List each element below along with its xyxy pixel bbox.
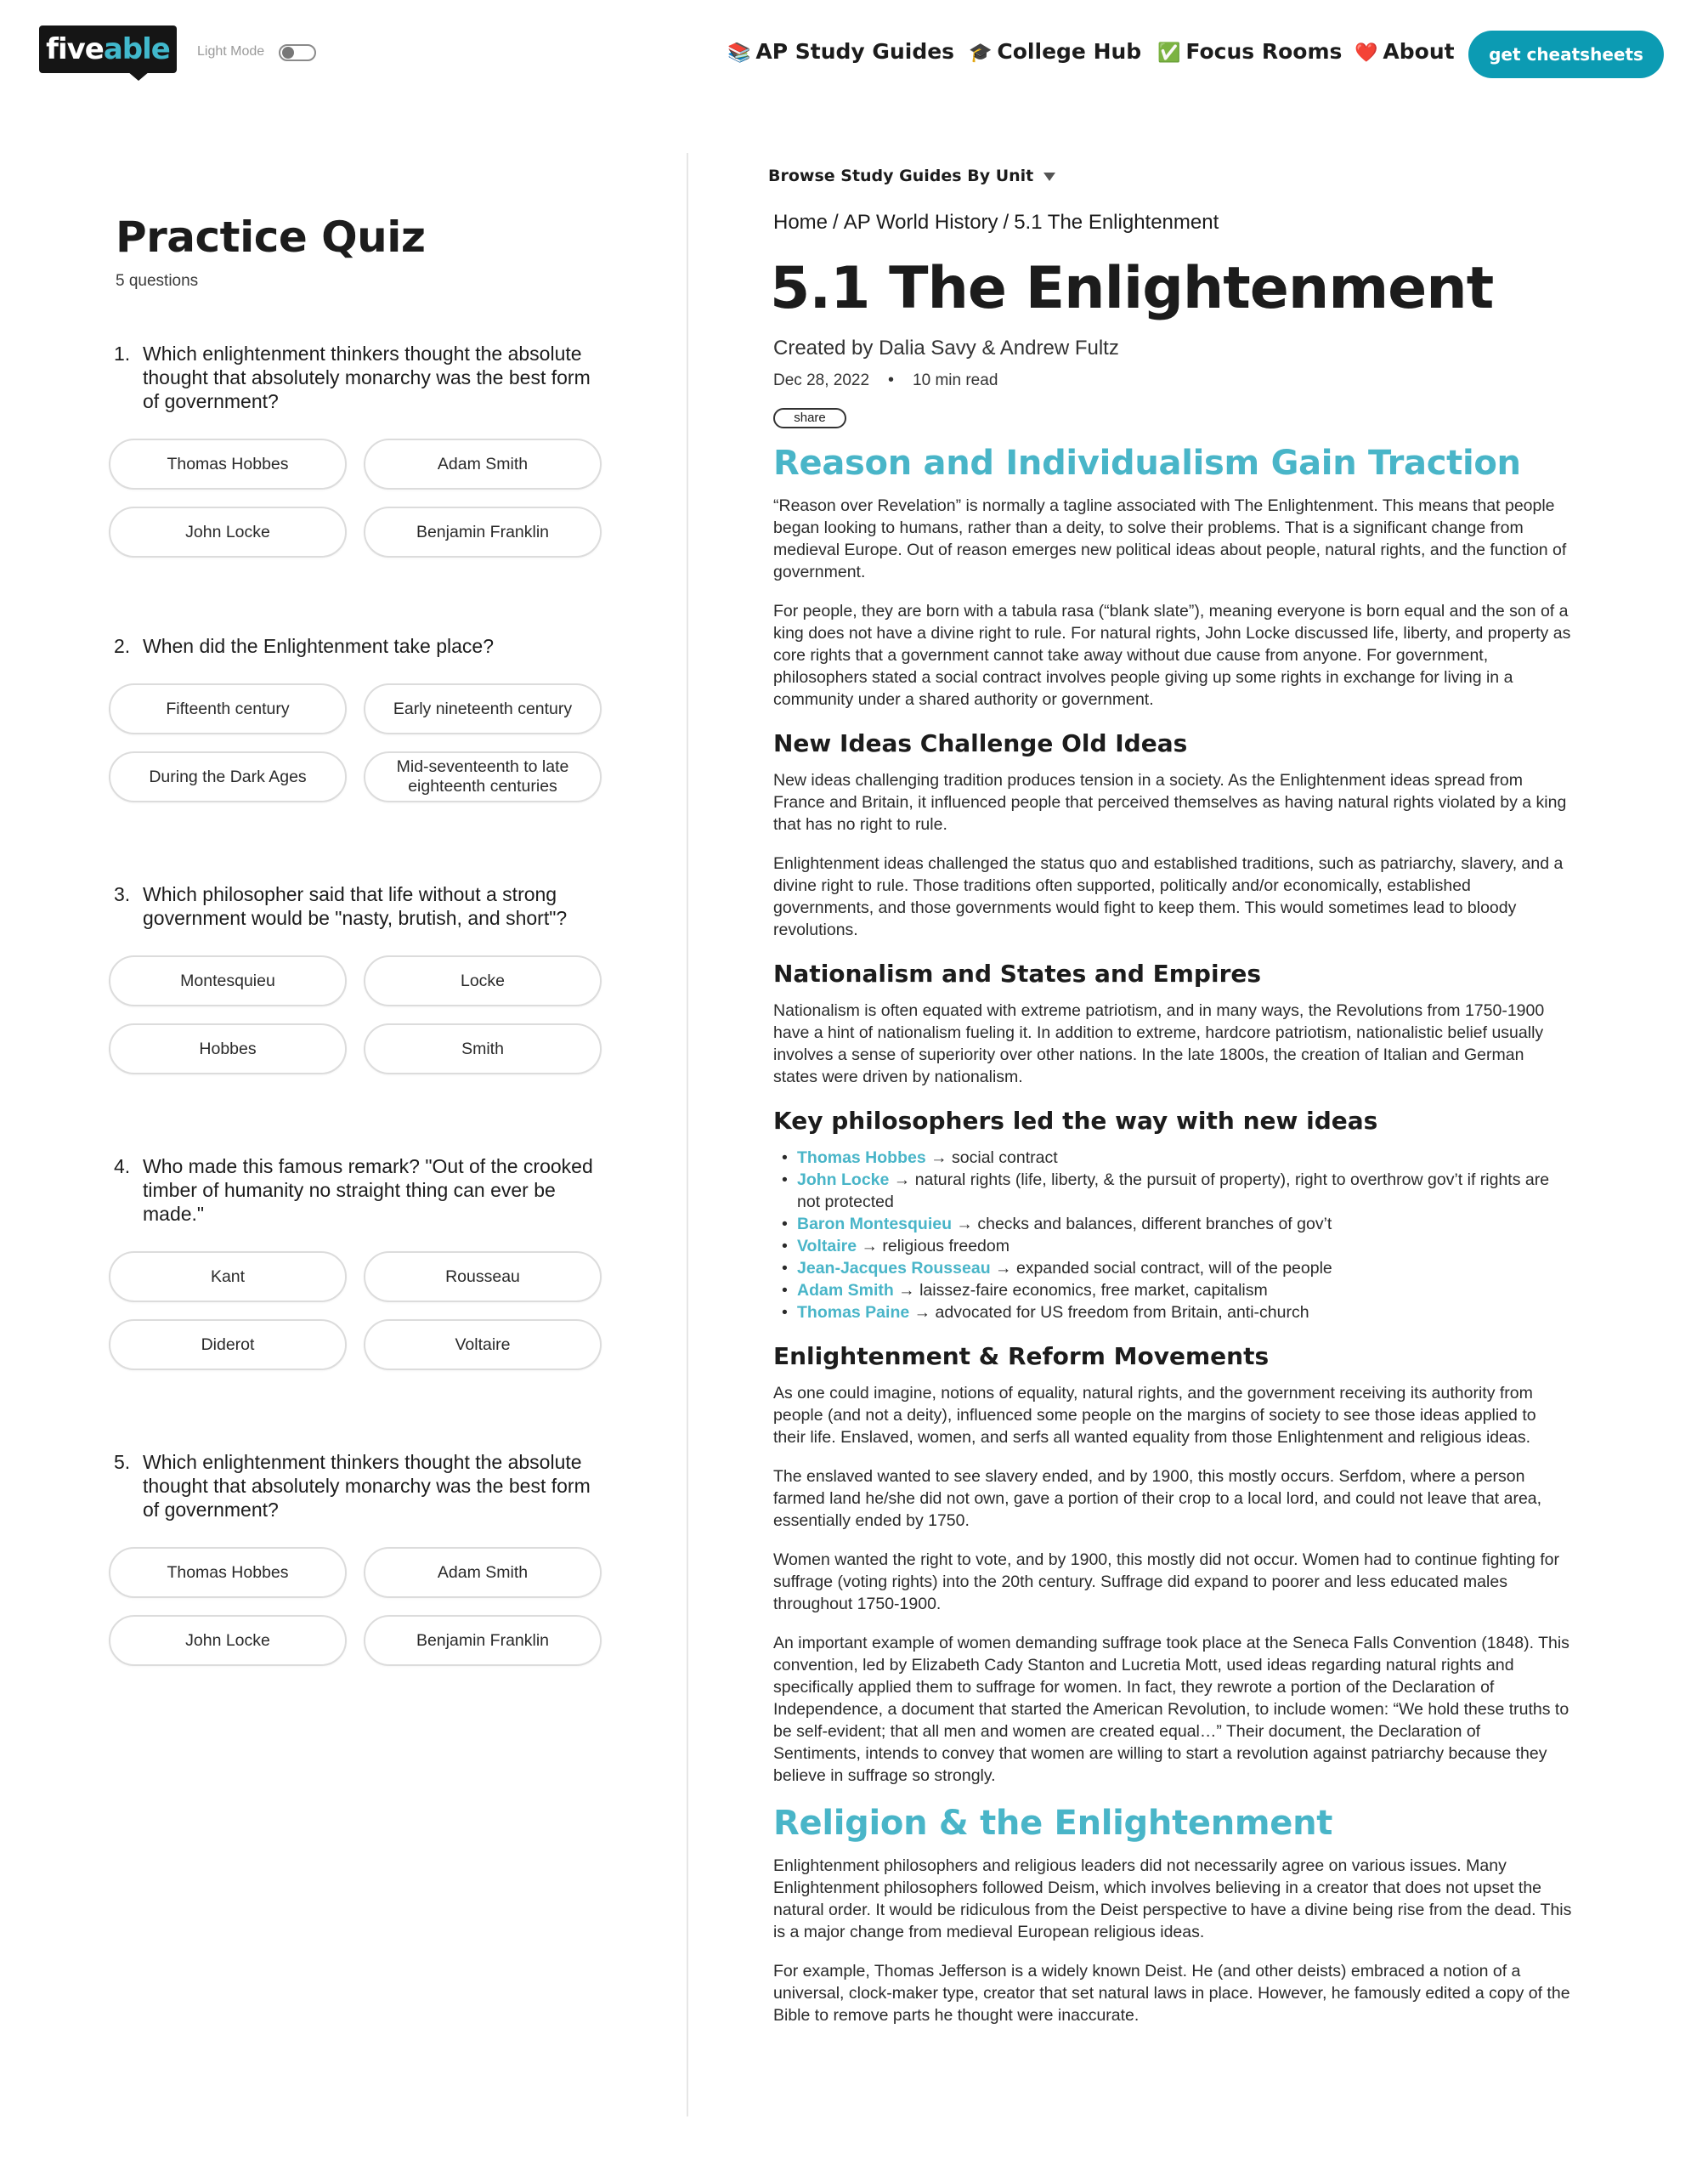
philosopher-idea: → checks and balances, different branches of gov’t <box>952 1215 1332 1233</box>
question-number: 1. <box>114 343 131 365</box>
philosopher-idea: → laissez-faire economics, free market, capitalism <box>893 1281 1268 1300</box>
breadcrumb-ap-world-history[interactable]: AP World History <box>843 211 998 234</box>
philosopher-name[interactable]: Jean-Jacques Rousseau <box>797 1259 991 1278</box>
paragraph: For example, Thomas Jefferson is a widely known Deist. He (and other deists) embraced a notion of a universal, clock-maker type, creator that set natural laws in place. However, he famously edited a copy of the Bible to remove parts he thought were inaccurate. <box>773 1962 1570 2025</box>
philosopher-idea: → expanded social contract, will of the people <box>990 1259 1332 1278</box>
subsection-heading: Key philosophers led the way with new ideas <box>773 1107 1378 1135</box>
answer-option[interactable]: Locke <box>364 955 602 1006</box>
philosopher-idea: → social contract <box>925 1148 1058 1167</box>
quiz-question-4 <box>109 1154 619 1370</box>
quiz-question-1 <box>109 342 619 558</box>
question-number: 4. <box>114 1155 131 1177</box>
paragraph: New ideas challenging tradition produces tension in a society. As the Enlightenment ideas spread from France and Britain, it influenced people that perceived themselves as having natural rights violated by a king that has no right to rule. <box>773 771 1567 834</box>
list-item <box>773 1301 1572 1323</box>
nav-label: About <box>1383 39 1455 64</box>
answer-option[interactable]: Mid-seventeenth to late eighteenth centuries <box>364 751 602 802</box>
breadcrumb-home[interactable]: Home <box>773 211 829 234</box>
answer-option[interactable]: John Locke <box>109 1615 347 1666</box>
paragraph: Women wanted the right to vote, and by 1900, this mostly did not occur. Women had to continue fighting for suffrage (voting rights) into the 20th century. Suffrage did expand to poorer and less educated males throughout 1750-1900. <box>773 1550 1559 1613</box>
answer-option[interactable]: During the Dark Ages <box>109 751 347 802</box>
list-item <box>773 1213 1572 1235</box>
paragraph: Nationalism is often equated with extreme patriotism, and in many ways, the Revolutions from 1750-1900 have a hint of nationalism fueling it. In addition to extreme, hardcore patriotism, nationalistic belief usually involves a sense of superiority over other nations. In the late 1800s, the creation of Italian and German states were driven by nationalism. <box>773 1001 1545 1086</box>
answer-option[interactable]: Kant <box>109 1251 347 1302</box>
article-body <box>773 444 1572 2043</box>
quiz-question-3 <box>109 882 619 1074</box>
question-text: When did the Enlightenment take place? <box>143 635 494 657</box>
philosopher-name[interactable]: Adam Smith <box>797 1281 894 1300</box>
read-time: 10 min read <box>913 371 998 389</box>
check-mark-icon: ✅ <box>1157 42 1181 64</box>
article-meta <box>773 371 998 390</box>
paragraph: Enlightenment ideas challenged the status quo and established traditions, such as patriarchy, slavery, and a divine right to rule. Those traditions often supported, politically and/or economically, established governments, and those governments would fight to keep them. This would sometimes lead to bloody revolutions. <box>773 854 1564 939</box>
answer-option[interactable]: Benjamin Franklin <box>364 1615 602 1666</box>
answer-option[interactable]: John Locke <box>109 507 347 558</box>
philosopher-name[interactable]: John Locke <box>797 1170 890 1189</box>
caret-down-icon <box>1043 173 1055 181</box>
list-item <box>773 1235 1572 1257</box>
philosopher-name[interactable]: Voltaire <box>797 1237 857 1255</box>
answer-option[interactable]: Montesquieu <box>109 955 347 1006</box>
site-header <box>0 0 1708 110</box>
list-item <box>773 1279 1572 1301</box>
logo-tail <box>127 71 150 81</box>
answer-options <box>109 1547 602 1666</box>
light-mode-toggle[interactable] <box>279 44 316 61</box>
light-mode-label: Light Mode <box>197 44 265 59</box>
meta-separator: • <box>888 371 895 389</box>
answer-option[interactable]: Hobbes <box>109 1023 347 1074</box>
question-number: 3. <box>114 883 131 905</box>
fiveable-logo[interactable] <box>39 26 177 73</box>
paragraph: As one could imagine, notions of equality, natural rights, and the government receiving its authority from people (and not a deity), influenced some people on the margins of society to see those ideas applied to their life. Enslaved, women, and serfs all wanted equality from those Enlightenment and religious ideas. <box>773 1384 1536 1447</box>
paragraph: Enlightenment philosophers and religious leaders did not necessarily agree on various issues. Many Enlightenment philosophers followed Deism, which involves believing in a creator that does not upset the natural order. It would be ridiculous from the Deist perspective to have a divine being rise from the dead. This is a major change from medieval European religious ideas. <box>773 1856 1572 1941</box>
heart-icon: ❤️ <box>1355 42 1378 64</box>
paragraph: An important example of women demanding suffrage took place at the Seneca Falls Convention (1848). This convention, led by Elizabeth Cady Stanton and Lucretia Mott, used ideas regarding natural rights and specifically applied them to suffrage for women. In fact, they rewrote a portion of the Declaration of Independence, a document that started the American Revolution, to include women: “We hold these truths to be self-evident; that all men and women are created equal…” Their document, the Declaration of Sentiments, intends to convey that women are willing to start a revolution against patriarchy because they believe in suffrage so strongly. <box>773 1634 1569 1785</box>
question-text: Which enlightenment thinkers thought the absolute thought that absolutely monarchy was the best form of government? <box>143 1451 591 1521</box>
quiz-question-count: 5 questions <box>116 272 199 290</box>
philosophers-list <box>773 1147 1572 1323</box>
graduation-cap-icon: 🎓 <box>969 42 993 64</box>
paragraph: The enslaved wanted to see slavery ended, and by 1900, this mostly occurs. Serfdom, where a person farmed land he/she did not own, gave a portion of their crop to a local lord, and could not leave that area, essentially ended by 1750. <box>773 1467 1542 1530</box>
breadcrumb <box>773 211 1219 235</box>
nav-about[interactable] <box>1355 39 1455 64</box>
toggle-knob <box>282 47 294 59</box>
answer-options <box>109 955 602 1074</box>
nav-label: Focus Rooms <box>1185 39 1343 64</box>
answer-option[interactable]: Fifteenth century <box>109 683 347 734</box>
question-text: Which philosopher said that life without a strong government would be "nasty, brutish, and short"? <box>143 883 568 929</box>
share-button[interactable]: share <box>773 408 846 428</box>
subsection-heading: Nationalism and States and Empires <box>773 960 1262 988</box>
logo-text-accent: able <box>103 32 170 66</box>
nav-label: College Hub <box>997 39 1142 64</box>
subsection-heading: New Ideas Challenge Old Ideas <box>773 729 1188 757</box>
philosopher-name[interactable]: Thomas Hobbes <box>797 1148 926 1167</box>
breadcrumb-separator: / <box>833 211 839 234</box>
nav-ap-study-guides[interactable] <box>727 39 954 64</box>
answer-option[interactable]: Voltaire <box>364 1319 602 1370</box>
nav-focus-rooms[interactable] <box>1157 39 1342 64</box>
logo-text-pre: five <box>46 32 104 66</box>
answer-option[interactable]: Adam Smith <box>364 1547 602 1598</box>
nav-college-hub[interactable] <box>969 39 1141 64</box>
answer-option[interactable]: Early nineteenth century <box>364 683 602 734</box>
answer-options <box>109 683 602 802</box>
question-text: Which enlightenment thinkers thought the absolute thought that absolutely monarchy was the best form of government? <box>143 343 591 412</box>
answer-option[interactable]: Benjamin Franklin <box>364 507 602 558</box>
answer-option[interactable]: Smith <box>364 1023 602 1074</box>
author-byline: Created by Dalia Savy & Andrew Fultz <box>773 337 1119 360</box>
philosopher-idea: → natural rights (life, liberty, & the pursuit of property), right to overthrow gov’t if rights are not protected <box>797 1170 1550 1211</box>
answer-option[interactable]: Rousseau <box>364 1251 602 1302</box>
books-icon: 📚 <box>727 42 751 64</box>
breadcrumb-current: 5.1 The Enlightenment <box>1014 211 1219 234</box>
list-item <box>773 1147 1572 1169</box>
paragraph: “Reason over Revelation” is normally a tagline associated with The Enlightenment. This means that people began looking to humans, rather than a deity, to solve their problems. That is a significant change from medieval Europe. Out of reason emerges new political ideas about people, natural rights, and the function of government. <box>773 496 1567 581</box>
answer-option[interactable]: Thomas Hobbes <box>109 439 347 490</box>
answer-option[interactable]: Adam Smith <box>364 439 602 490</box>
quiz-question-5 <box>109 1450 619 1666</box>
subsection-heading: Enlightenment & Reform Movements <box>773 1342 1270 1370</box>
paragraph: For people, they are born with a tabula rasa (“blank slate”), meaning everyone is born equal and the son of a king does not have a divine right to rule. For natural rights, John Locke discussed life, liberty, and property as core rights that a government cannot take away without due cause from anyone. For government, philosophers stated a social contract involves people giving up some rights in exchange for living in a community under a shared authority or government. <box>773 602 1571 709</box>
philosopher-idea: → advocated for US freedom from Britain, anti-church <box>909 1303 1309 1322</box>
page-title: 5.1 The Enlightenment <box>770 255 1494 322</box>
answer-options <box>109 1251 602 1370</box>
answer-options <box>109 439 602 558</box>
browse-label: Browse Study Guides By Unit <box>768 167 1034 185</box>
philosopher-name[interactable]: Thomas Paine <box>797 1303 910 1322</box>
question-text: Who made this famous remark? "Out of the crooked timber of humanity no straight thing can ever be made." <box>143 1155 593 1225</box>
question-number: 2. <box>114 635 131 657</box>
section-heading: Reason and Individualism Gain Traction <box>773 444 1521 483</box>
section-heading: Religion & the Enlightenment <box>773 1804 1333 1843</box>
list-item <box>773 1257 1572 1279</box>
answer-option[interactable]: Diderot <box>109 1319 347 1370</box>
practice-quiz <box>109 212 619 1650</box>
breadcrumb-separator: / <box>1003 211 1010 234</box>
quiz-title: Practice Quiz <box>116 212 426 262</box>
question-number: 5. <box>114 1451 131 1473</box>
quiz-question-2 <box>109 634 619 802</box>
philosopher-name[interactable]: Baron Montesquieu <box>797 1215 953 1233</box>
browse-by-unit-dropdown[interactable] <box>768 167 1055 185</box>
get-cheatsheets-button[interactable]: get cheatsheets <box>1468 31 1664 78</box>
list-item <box>773 1169 1572 1213</box>
philosopher-idea: → religious freedom <box>857 1237 1010 1255</box>
column-divider <box>687 153 688 2116</box>
nav-label: AP Study Guides <box>755 39 955 64</box>
answer-option[interactable]: Thomas Hobbes <box>109 1547 347 1598</box>
publish-date: Dec 28, 2022 <box>773 371 870 389</box>
